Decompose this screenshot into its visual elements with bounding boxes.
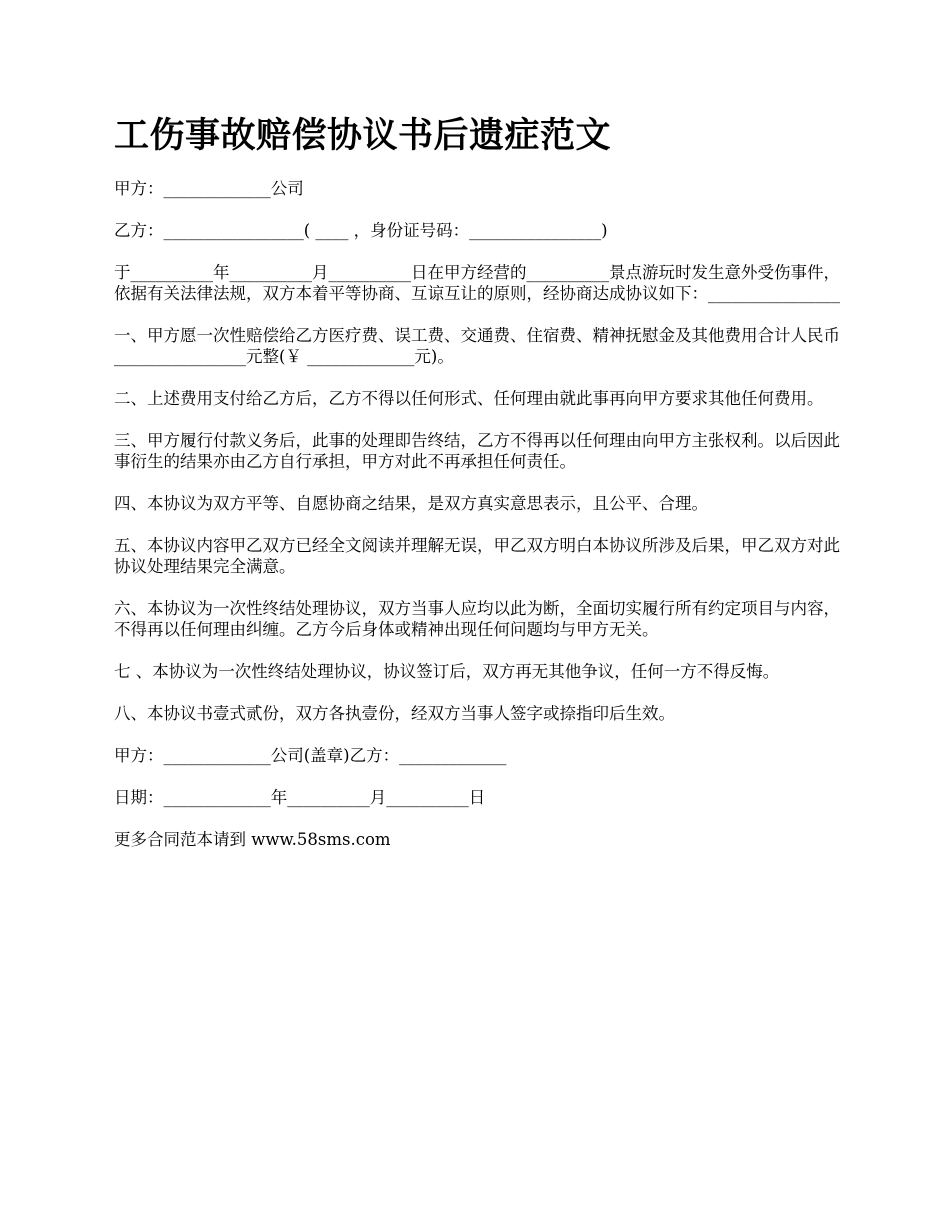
clause-4: 四、本协议为双方平等、自愿协商之结果，是双方真实意思表示，且公平、合理。	[114, 494, 708, 513]
preamble-paragraph: 于__________年__________月__________日在甲方经营的__________景点游玩时发生意外受伤事件，依据有关法律法规，双方本着平等协商、互谅互让的原则，经协商达成协议如下：________________	[114, 263, 840, 303]
document-title: 工伤事故赔偿协议书后遗症范文	[114, 115, 612, 156]
footer-promo-text: 更多合同范本请到 www.58sms.com	[114, 830, 391, 849]
party-b-line: 乙方：_________________( ____ ，身份证号码：________________)	[114, 221, 608, 240]
clause-6: 六、本协议为一次性终结处理协议，双方当事人应均以此为断，全面切实履行所有约定项目与内容，不得再以任何理由纠缠。乙方今后身体或精神出现任何问题均与甲方无关。	[114, 599, 840, 639]
clause-3: 三、甲方履行付款义务后，此事的处理即告终结，乙方不得再以任何理由向甲方主张权利。以后因此事衍生的结果亦由乙方自行承担，甲方对此不再承担任何责任。	[114, 431, 840, 471]
clause-7: 七 、本协议为一次性终结处理协议，协议签订后，双方再无其他争议，任何一方不得反悔。	[114, 662, 780, 681]
signature-line: 甲方：_____________公司(盖章)乙方：_____________	[114, 746, 507, 765]
clause-1: 一、甲方愿一次性赔偿给乙方医疗费、误工费、交通费、住宿费、精神抚慰金及其他费用合计人民币 ________________元整(￥ _____________元)。	[114, 326, 846, 366]
party-a-line: 甲方：_____________公司	[114, 179, 304, 198]
clause-8: 八、本协议书壹式贰份，双方各执壹份，经双方当事人签字或捺指印后生效。	[114, 704, 675, 723]
date-line: 日期：_____________年__________月__________日	[114, 788, 486, 807]
document-page	[114, 110, 854, 871]
clause-5: 五、本协议内容甲乙双方已经全文阅读并理解无误，甲乙双方明白本协议所涉及后果，甲乙双方对此协议处理结果完全满意。	[114, 536, 840, 576]
clause-2: 二、上述费用支付给乙方后，乙方不得以任何形式、任何理由就此事再向甲方要求其他任何费用。	[114, 389, 824, 408]
